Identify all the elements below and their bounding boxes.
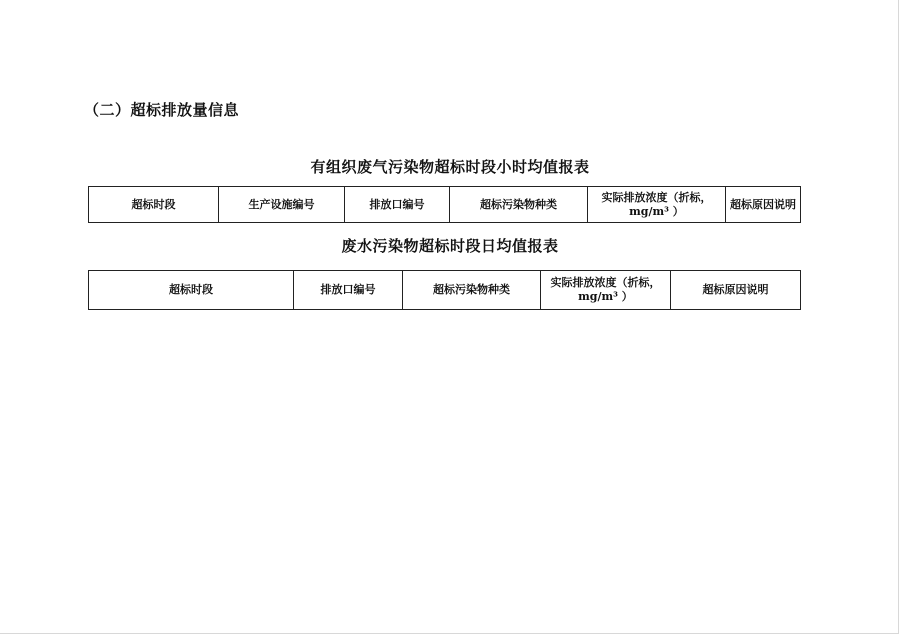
column-header-exceed-reason: 超标原因说明 (671, 271, 801, 310)
column-header-exceed-period: 超标时段 (89, 187, 219, 223)
column-header-pollutant-type: 超标污染物种类 (403, 271, 541, 310)
column-header-exceed-period: 超标时段 (89, 271, 294, 310)
column-header-pollutant-type: 超标污染物种类 (450, 187, 588, 223)
water-exceedance-table (88, 270, 801, 310)
column-header-outlet-id: 排放口编号 (294, 271, 403, 310)
column-header-exceed-reason: 超标原因说明 (726, 187, 801, 223)
column-header-actual-concentration: 实际排放浓度（折标， mg/m³ ） (588, 187, 726, 223)
air-exceedance-table (88, 186, 801, 223)
water-table-title: 废水污染物超标时段日均值报表 (341, 237, 559, 255)
section-heading: （二）超标排放量信息 (84, 101, 240, 119)
column-header-actual-concentration: 实际排放浓度（折标， mg/m³ ） (541, 271, 671, 310)
column-header-outlet-id: 排放口编号 (345, 187, 450, 223)
column-header-facility-id: 生产设施编号 (219, 187, 345, 223)
air-table-title: 有组织废气污染物超标时段小时均值报表 (310, 158, 590, 176)
table-header-row (89, 187, 801, 223)
table-header-row (89, 271, 801, 310)
